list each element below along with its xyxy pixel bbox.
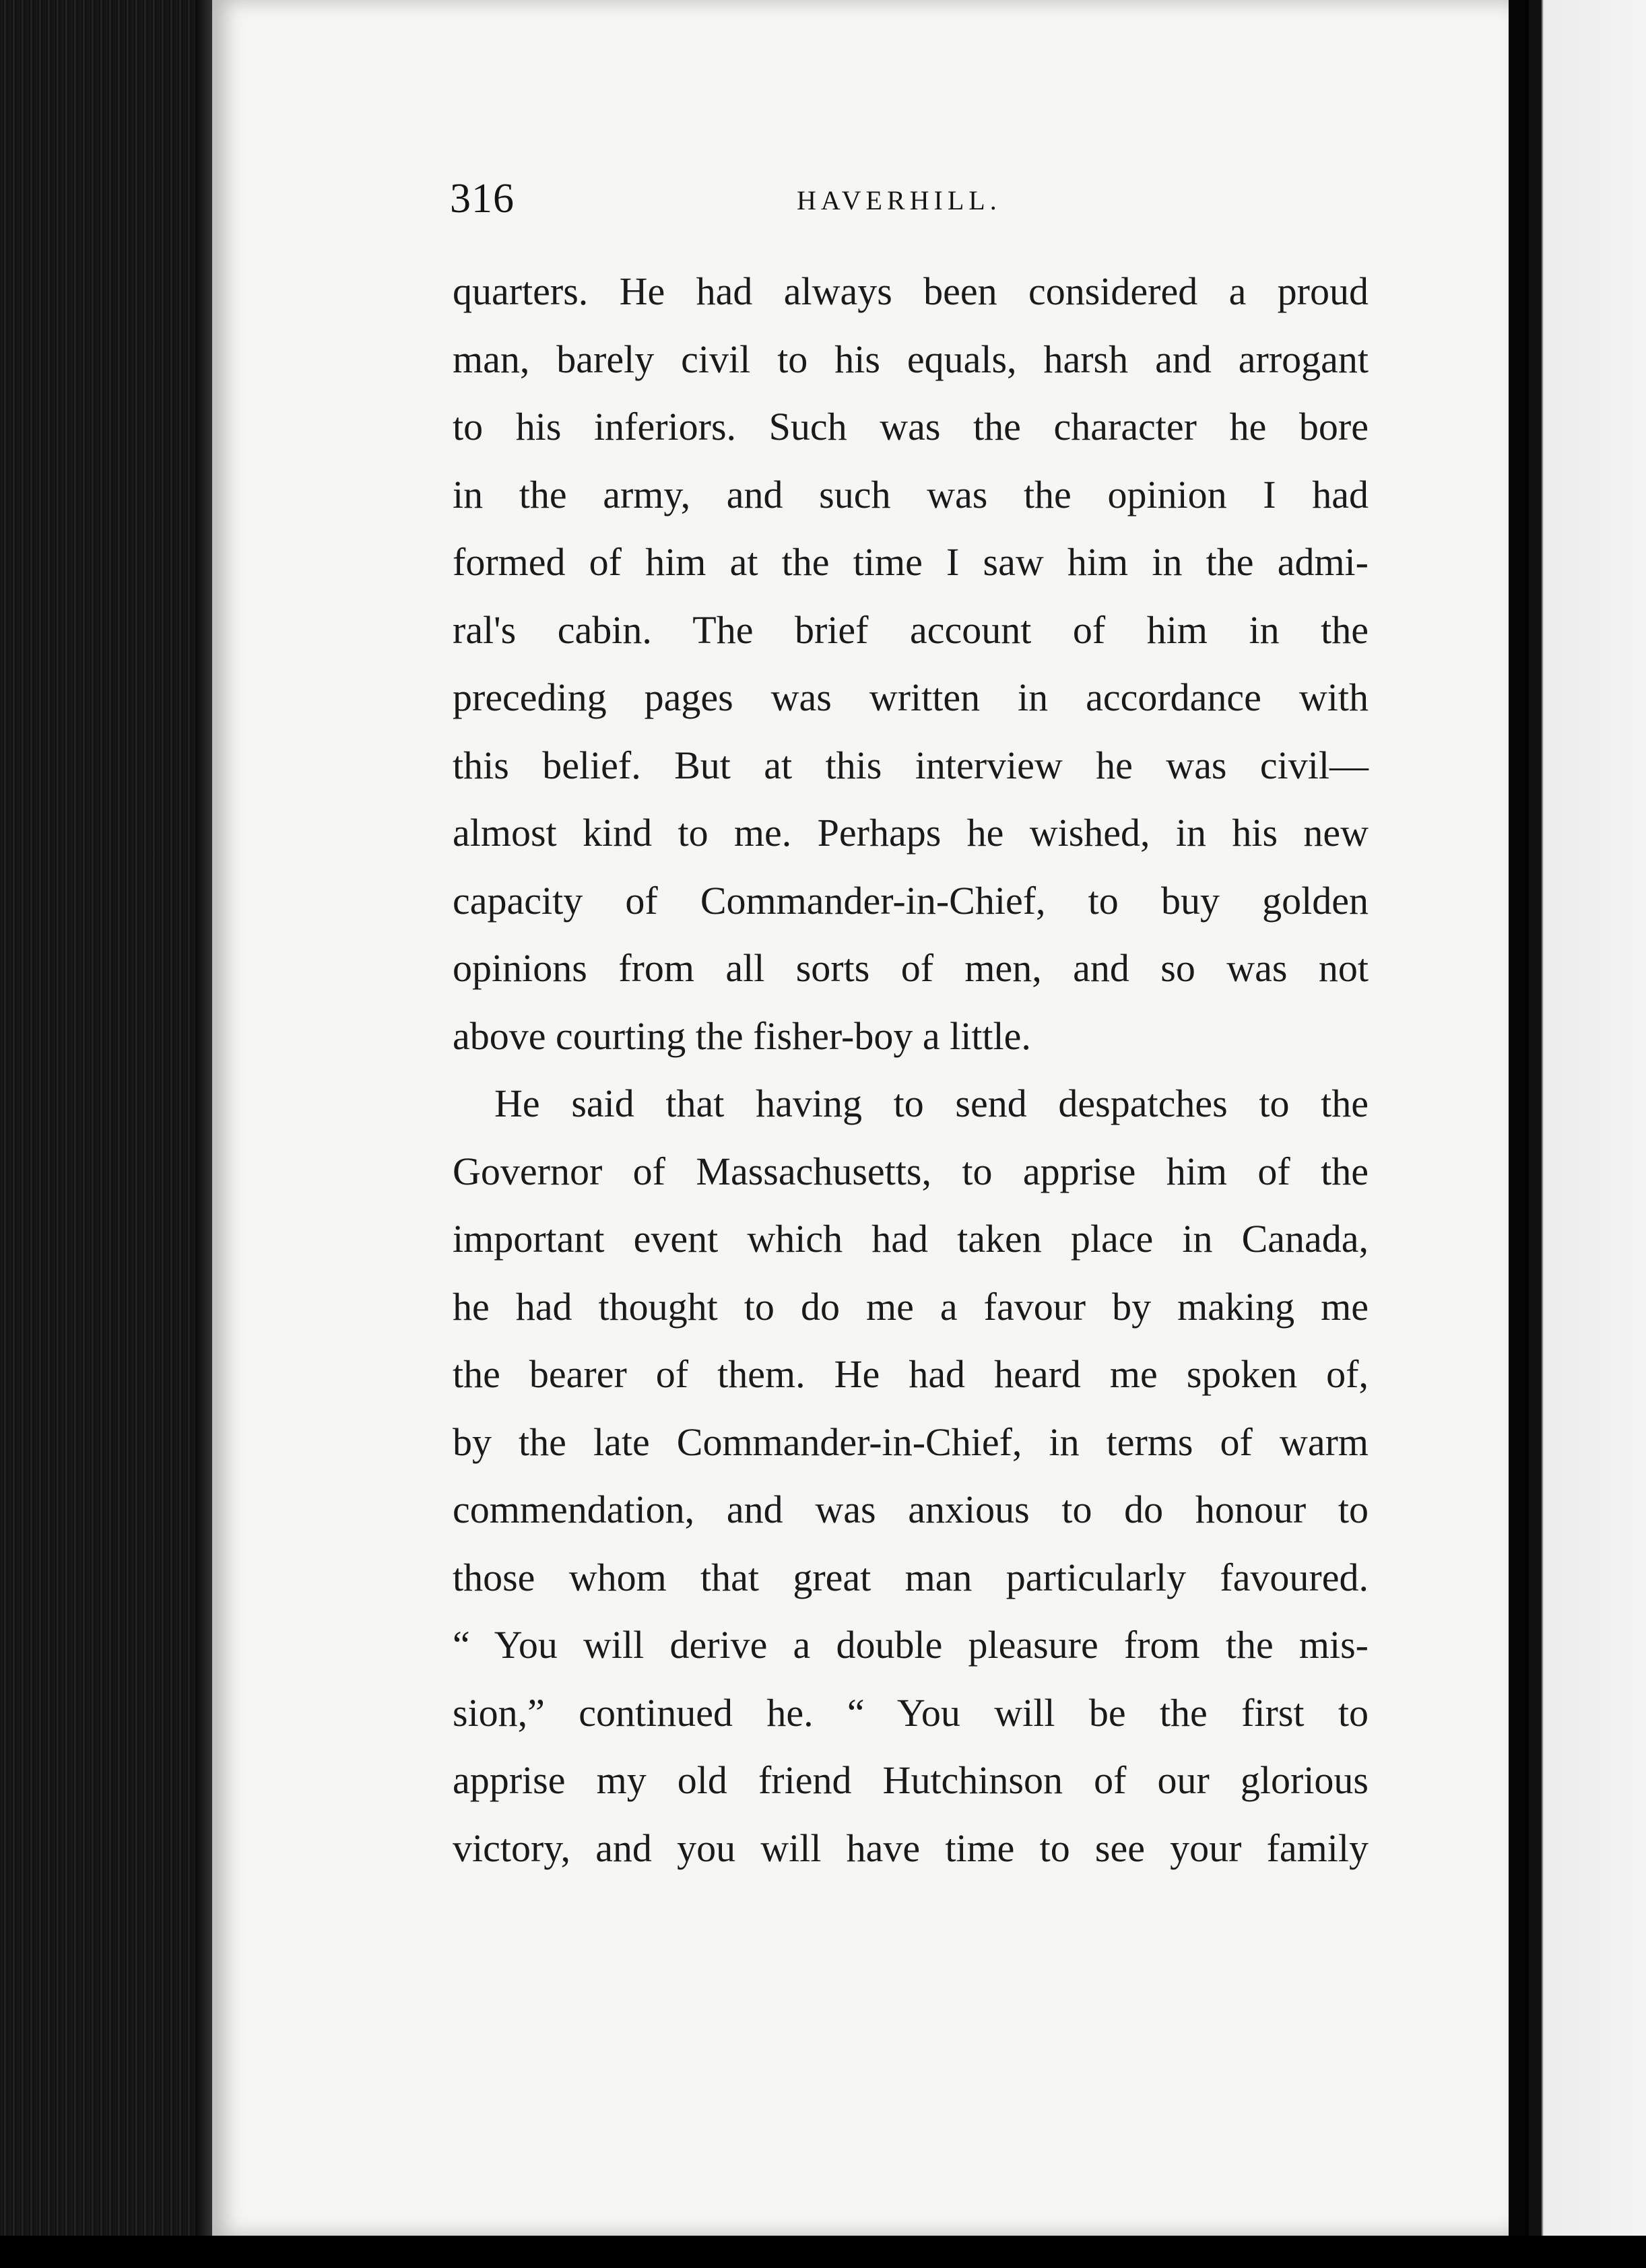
text-line: the bearer of them. He had heard me spoken of, [453,1352,1369,1396]
text-line: He said that having to send despatches to the [494,1081,1369,1125]
text-line: this belief. But at this interview he was civil— [453,743,1369,787]
text-line: “ You will derive a double pleasure from the mis- [453,1623,1369,1667]
page-number: 316 [450,176,515,222]
text-line: to his inferiors. Such was the character he bore [453,405,1369,448]
running-title: HAVERHILL. [797,185,1001,215]
text-line: man, barely civil to his equals, harsh and arrogant [453,337,1369,381]
bottom-shadow [0,2236,1646,2268]
text-line: preceding pages was written in accordance with [453,675,1369,719]
text-line: in the army, and such was the opinion I had [453,472,1369,516]
text-line: quarters. He had always been considered a proud [453,269,1369,313]
text-line: opinions from all sorts of men, and so was not [453,946,1369,990]
text-line: above courting the fisher-boy a little. [453,1013,1031,1058]
text-line: he had thought to do me a favour by making me [453,1284,1369,1329]
text-line: important event which had taken place in Canada, [453,1217,1369,1261]
text-line: sion,” continued he. “ You will be the first to [453,1690,1369,1735]
running-head [450,172,1373,226]
text-line: ral's cabin. The brief account of him in the [453,607,1369,652]
text-line: apprise my old friend Hutchinson of our glorious [453,1758,1369,1802]
text-line: Governor of Massachusetts, to apprise him of the [453,1149,1369,1193]
text-line: victory, and you will have time to see your family [453,1826,1369,1870]
text-line: by the late Commander-in-Chief, in terms of warm [453,1420,1369,1464]
text-line: capacity of Commander-in-Chief, to buy golden [453,878,1369,923]
text-line: formed of him at the time I saw him in the admi- [453,540,1369,584]
text-line: almost kind to me. Perhaps he wished, in his new [453,811,1369,855]
body-text [453,258,1369,1882]
text-line: those whom that great man particularly favoured. [453,1555,1369,1599]
text-line: commendation, and was anxious to do honour to [453,1488,1369,1531]
facing-page-edge [1529,0,1646,2268]
book-fore-edge [0,0,216,2268]
